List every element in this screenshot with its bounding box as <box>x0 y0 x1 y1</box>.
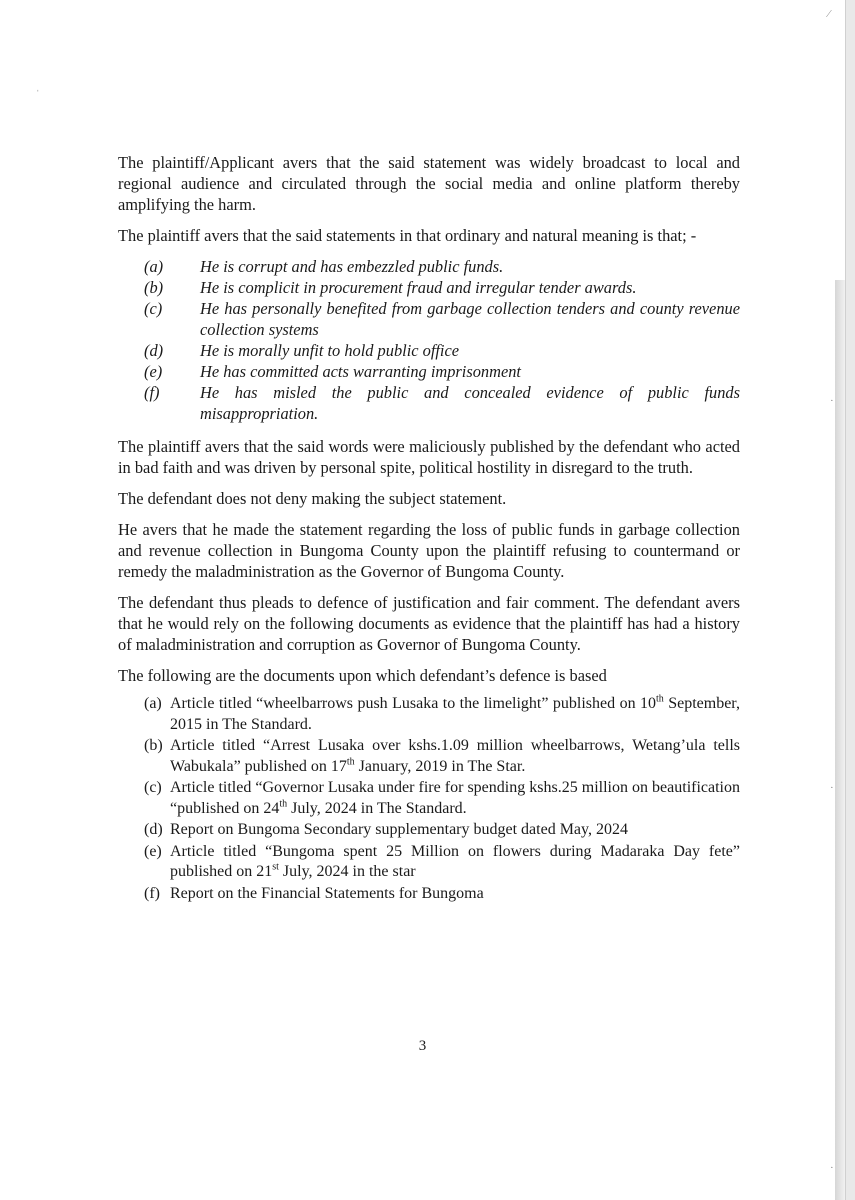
document-item <box>118 842 740 883</box>
paragraph-defence: The defendant thus pleads to defence of justification and fair comment. The defendant avers that he would rely on the following documents as evidence that the plaintiff has had a history of maladministration and corruption as Governor of Bungoma County. <box>118 593 740 654</box>
document-label: (f) <box>144 884 160 902</box>
document-label: (d) <box>144 821 163 838</box>
document-body <box>118 152 740 905</box>
scan-speck: · <box>830 395 834 407</box>
document-label: (c) <box>144 779 162 796</box>
allegation-item <box>118 361 740 382</box>
document-text: Report on Bungoma Secondary supplementary budget dated May, 2024 <box>170 821 628 838</box>
allegation-label: (a) <box>144 257 164 276</box>
scan-speck: ⁄ <box>828 8 830 20</box>
document-text: Article titled “Governor Lusaka under fire for spending kshs.25 million on beautification “published on 24th July, 2024 in The Standard. <box>170 779 740 817</box>
allegation-item <box>118 382 740 424</box>
scan-speck: ˈ <box>36 88 40 100</box>
document-item <box>118 884 740 905</box>
allegation-label: (f) <box>144 383 160 402</box>
scan-speck: · <box>830 782 834 794</box>
allegations-list <box>118 256 740 424</box>
document-item <box>118 736 740 777</box>
allegation-item <box>118 340 740 361</box>
allegation-item <box>118 277 740 298</box>
allegation-label: (c) <box>144 299 163 318</box>
allegation-item <box>118 298 740 340</box>
document-label: (a) <box>144 695 162 712</box>
allegation-label: (e) <box>144 362 163 381</box>
document-label: (e) <box>144 842 162 860</box>
document-text: Article titled “Arrest Lusaka over kshs.1.09 million wheelbarrows, Wetang’ula tells Wabukala” published on 17th January, 2019 in The Star. <box>170 737 740 775</box>
allegation-text: He has committed acts warranting imprisonment <box>200 362 521 381</box>
allegation-label: (d) <box>144 341 164 360</box>
paragraph-malice: The plaintiff avers that the said words were maliciously published by the defendant who acted in bad faith and was driven by personal spite, political hostility in disregard to the truth. <box>118 437 740 477</box>
allegation-text: He is corrupt and has embezzled public funds. <box>200 257 504 276</box>
allegation-text: He is morally unfit to hold public office <box>200 341 460 360</box>
document-text: Report on the Financial Statements for Bungoma <box>170 884 484 902</box>
allegation-text: He has personally benefited from garbage collection tenders and county revenue collection systems <box>200 299 740 339</box>
page-edge-shadow <box>835 280 845 1200</box>
page-number: 3 <box>418 1038 427 1054</box>
allegation-text: He has misled the public and concealed evidence of public funds misappropriation. <box>200 383 740 423</box>
paragraph-statement-reason: He avers that he made the statement regarding the loss of public funds in garbage collection and revenue collection in Bungoma County upon the plaintiff refusing to countermand or remedy the maladministration as the Governor of Bungoma County. <box>118 520 740 581</box>
document-label: (b) <box>144 737 163 754</box>
documents-list <box>118 694 740 904</box>
document-item <box>118 820 740 841</box>
allegation-item <box>118 256 740 277</box>
paragraph-broadcast: The plaintiff/Applicant avers that the said statement was widely broadcast to local and regional audience and circulated through the social media and online platform thereby amplifying the harm. <box>118 153 740 214</box>
document-text: Article titled “wheelbarrows push Lusaka to the limelight” published on 10th September, 2015 in The Standard. <box>170 693 740 733</box>
paragraph-meaning: The plaintiff avers that the said statements in that ordinary and natural meaning is that; - <box>118 226 697 245</box>
allegation-label: (b) <box>144 278 164 297</box>
paragraph-documents-intro: The following are the documents upon which defendant’s defence is based <box>118 666 607 685</box>
document-item <box>118 694 740 735</box>
document-text: Article titled “Bungoma spent 25 Million on flowers during Madaraka Day fete” published on 21st July, 2024 in the star <box>170 842 740 880</box>
scan-speck: · <box>830 1162 834 1174</box>
paragraph-no-denial: The defendant does not deny making the subject statement. <box>118 489 507 508</box>
document-item <box>118 778 740 819</box>
allegation-text: He is complicit in procurement fraud and irregular tender awards. <box>200 278 637 297</box>
